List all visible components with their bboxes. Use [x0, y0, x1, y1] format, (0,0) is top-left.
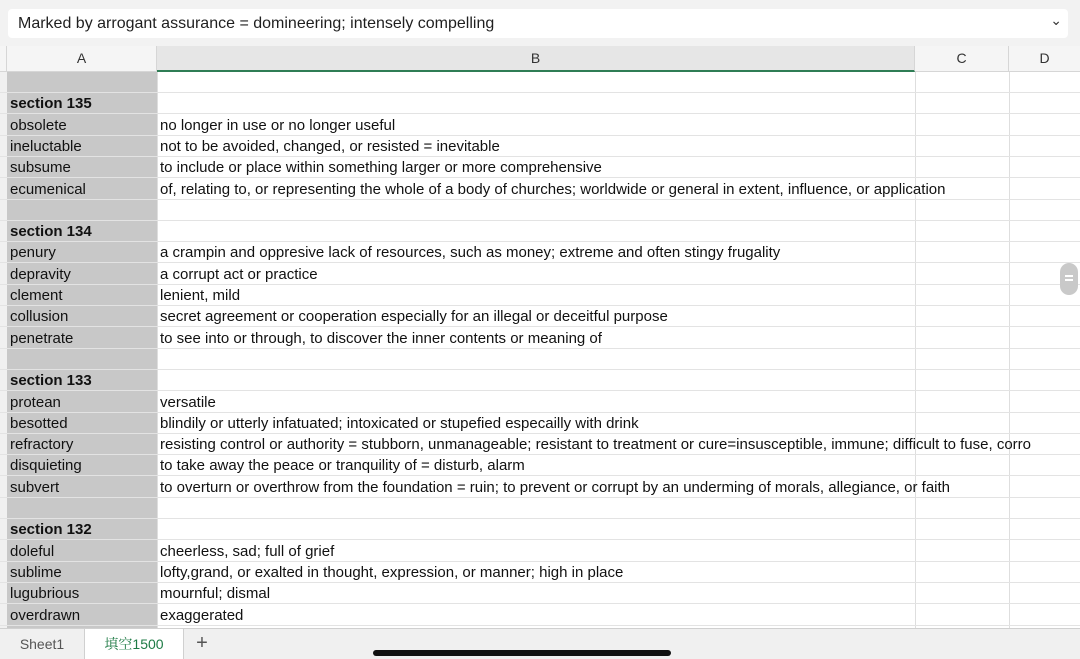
cell-a[interactable]: sublime: [10, 563, 62, 581]
table-row: [0, 541, 1080, 562]
cell-a[interactable]: lugubrious: [10, 585, 80, 603]
cell-b[interactable]: lofty,grand, or exalted in thought, expression, or manner; high in place: [160, 563, 624, 581]
table-row: [0, 306, 1080, 327]
cell-a[interactable]: obsolete: [10, 116, 67, 134]
cell-b[interactable]: mournful; dismal: [160, 585, 271, 603]
table-row: [0, 72, 1080, 93]
cell-b[interactable]: lenient, mild: [160, 287, 241, 304]
cell-a[interactable]: refractory: [10, 436, 74, 454]
table-row: [0, 179, 1080, 200]
cell-a[interactable]: section 133: [10, 372, 92, 390]
cell-b[interactable]: to overturn or overthrow from the foundation = ruin; to prevent or corrupt by an underming of morals, allegiance, or faith: [160, 478, 950, 496]
table-row: [0, 434, 1080, 455]
table-row: [0, 498, 1080, 519]
sheet-tab-active[interactable]: 填空1500: [84, 629, 184, 659]
cell-b[interactable]: a corrupt act or practice: [160, 265, 318, 283]
chevron-down-icon[interactable]: ⌄: [1050, 12, 1062, 28]
table-row: [0, 157, 1080, 178]
cell-a[interactable]: clement: [10, 287, 63, 304]
table-row: [0, 562, 1080, 583]
formula-bar: [0, 0, 1080, 46]
cell-a[interactable]: [10, 200, 155, 221]
cell-b[interactable]: of, relating to, or representing the whole of a body of churches; worldwide or general in extent, influence, or application: [160, 180, 946, 198]
cell-b[interactable]: versatile: [160, 393, 216, 411]
table-row: [0, 455, 1080, 476]
cell-a[interactable]: protean: [10, 393, 61, 411]
table-row: [0, 93, 1080, 114]
table-row: [0, 200, 1080, 221]
cell-a[interactable]: section 134: [10, 223, 92, 241]
cell-a[interactable]: overdrawn: [10, 606, 81, 624]
table-row: [0, 221, 1080, 242]
column-header-d[interactable]: D: [1039, 50, 1050, 66]
cell-b[interactable]: not to be avoided, changed, or resisted = inevitable: [160, 137, 500, 155]
cell-b[interactable]: a crampin and oppresive lack of resources, such as money; extreme and often stingy frugality: [160, 244, 781, 262]
table-row: [0, 115, 1080, 136]
home-indicator: [373, 650, 671, 656]
select-all-corner[interactable]: [0, 46, 7, 71]
cell-a[interactable]: collusion: [10, 308, 69, 326]
cell-a[interactable]: subsume: [10, 159, 71, 177]
cell-a[interactable]: [10, 72, 155, 93]
cell-a[interactable]: disquieting: [10, 457, 82, 475]
table-row: [0, 392, 1080, 413]
cell-a[interactable]: penetrate: [10, 329, 74, 347]
cell-a[interactable]: doleful: [10, 542, 55, 560]
cell-b[interactable]: secret agreement or cooperation especially for an illegal or deceitful purpose: [160, 308, 668, 326]
cell-b[interactable]: exaggerated: [160, 606, 244, 624]
table-row: [0, 605, 1080, 626]
table-row: [0, 477, 1080, 498]
cell-a[interactable]: depravity: [10, 265, 71, 283]
cell-a[interactable]: ineluctable: [10, 137, 82, 155]
cell-b[interactable]: to see into or through, to discover the inner contents or meaning of: [160, 329, 602, 347]
cell-a[interactable]: ecumenical: [10, 180, 86, 198]
cell-b[interactable]: to take away the peace or tranquility of = disturb, alarm: [160, 457, 525, 475]
cell-a[interactable]: section 135: [10, 95, 92, 113]
spreadsheet-grid: [0, 72, 1080, 628]
cell-a[interactable]: penury: [10, 244, 56, 262]
cell-a[interactable]: section 132: [10, 521, 92, 539]
table-row: [0, 349, 1080, 370]
table-row: [0, 285, 1080, 306]
table-row: [0, 136, 1080, 157]
table-row: [0, 519, 1080, 540]
cell-b[interactable]: blindily or utterly infatuated; intoxicated or stupefied especailly with drink: [160, 414, 639, 432]
cell-b[interactable]: cheerless, sad; full of grief: [160, 542, 335, 560]
column-headers: [0, 46, 1080, 72]
cell-b[interactable]: resisting control or authority = stubborn, unmanageable; resistant to treatment or cure=insusceptible, immune; difficult to fuse, corro: [160, 436, 1032, 454]
table-row: [0, 242, 1080, 263]
table-row: [0, 328, 1080, 349]
cell-b[interactable]: to include or place within something larger or more comprehensive: [160, 159, 602, 177]
table-row: [0, 413, 1080, 434]
sheet-tab-sheet1[interactable]: Sheet1: [19, 636, 65, 652]
column-header-a[interactable]: A: [7, 46, 157, 71]
column-header-b[interactable]: B: [157, 46, 915, 72]
table-row: [0, 583, 1080, 604]
scroll-handle[interactable]: [1060, 263, 1078, 295]
table-row: [0, 370, 1080, 391]
cell-b[interactable]: no longer in use or no longer useful: [160, 116, 396, 134]
table-row: [0, 264, 1080, 285]
cell-content-text: Marked by arrogant assurance = domineering; intensely compelling: [18, 15, 495, 32]
column-header-c[interactable]: C: [915, 46, 1009, 71]
add-sheet-button[interactable]: +: [196, 632, 208, 654]
cell-a[interactable]: subvert: [10, 478, 60, 496]
cell-a[interactable]: [10, 498, 155, 519]
cell-content-field[interactable]: [8, 9, 1068, 38]
cell-a[interactable]: besotted: [10, 414, 68, 432]
cell-a[interactable]: [10, 349, 155, 370]
